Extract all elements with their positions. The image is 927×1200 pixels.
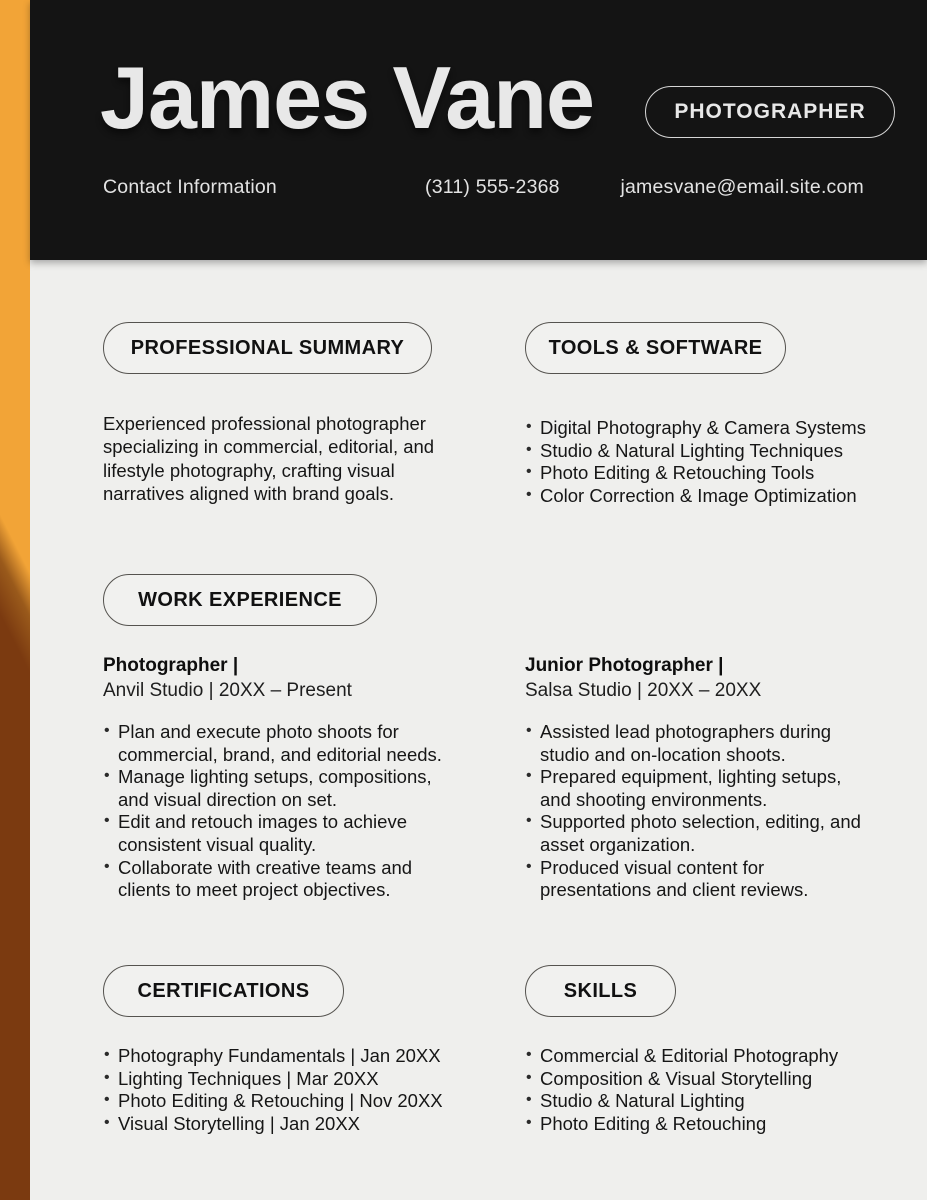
list-item: • Commercial & Editorial Photography: [525, 1045, 895, 1068]
job-heading-photographer: [103, 654, 352, 703]
professional-summary-text: Experienced professional photographer specializing in commercial, editorial, and lifestyle photography, crafting visual narratives aligned with brand goals.: [103, 413, 435, 504]
list-item: • Studio & Natural Lighting: [525, 1090, 895, 1113]
section-title-skills: [525, 965, 676, 1017]
job-heading-junior-photographer: [525, 654, 761, 703]
section-title-label: SKILLS: [563, 979, 638, 1002]
accent-stripe: [0, 0, 30, 1200]
section-title-label: WORK EXPERIENCE: [138, 588, 342, 611]
list-item: • Lighting Techniques | Mar 20XX: [103, 1068, 473, 1091]
email-address: jamesvane@email.site.com: [620, 176, 864, 198]
list-item: • Composition & Visual Storytelling: [525, 1068, 895, 1091]
list-item: • Supported photo selection, editing, and asset organization.: [525, 811, 877, 856]
list-item: • Digital Photography & Camera Systems: [525, 417, 885, 440]
section-title-certifications: [103, 965, 344, 1017]
junior-photographer-duties-list: [525, 721, 877, 902]
contact-info-label: Contact Information: [103, 176, 277, 198]
job-role: Junior Photographer |: [525, 655, 724, 676]
list-item: • Manage lighting setups, compositions, and visual direction on set.: [103, 766, 451, 811]
job-meta: Anvil Studio | 20XX – Present: [103, 679, 352, 701]
list-item: • Color Correction & Image Optimization: [525, 485, 885, 508]
list-item: • Collaborate with creative teams and clients to meet project objectives.: [103, 857, 451, 902]
list-item: • Photo Editing & Retouching Tools: [525, 462, 885, 485]
list-item: • Studio & Natural Lighting Techniques: [525, 440, 885, 463]
phone-number: (311) 555-2368: [425, 176, 560, 198]
list-item: • Photo Editing & Retouching: [525, 1113, 895, 1136]
list-item: • Plan and execute photo shoots for commercial, brand, and editorial needs.: [103, 721, 451, 766]
list-item: • Prepared equipment, lighting setups, and shooting environments.: [525, 766, 877, 811]
skills-list: [525, 1045, 895, 1135]
list-item: • Photo Editing & Retouching | Nov 20XX: [103, 1090, 473, 1113]
section-title-work-experience: [103, 574, 377, 626]
job-role: Photographer |: [103, 655, 239, 676]
list-item: • Visual Storytelling | Jan 20XX: [103, 1113, 473, 1136]
job-meta: Salsa Studio | 20XX – 20XX: [525, 679, 762, 701]
section-title-label: CERTIFICATIONS: [137, 979, 310, 1002]
header: [30, 0, 927, 260]
list-item: • Photography Fundamentals | Jan 20XX: [103, 1045, 473, 1068]
section-title-tools-software: [525, 322, 786, 374]
candidate-name: James Vane: [100, 48, 594, 147]
role-badge-label: PHOTOGRAPHER: [674, 100, 866, 123]
photographer-duties-list: [103, 721, 451, 902]
section-title-professional-summary: [103, 322, 432, 374]
list-item: • Produced visual content for presentations and client reviews.: [525, 857, 877, 902]
section-title-label: TOOLS & SOFTWARE: [548, 336, 763, 359]
section-title-label: PROFESSIONAL SUMMARY: [130, 336, 405, 359]
tools-software-list: [525, 417, 885, 507]
list-item: • Assisted lead photographers during studio and on-location shoots.: [525, 721, 877, 766]
list-item: • Edit and retouch images to achieve consistent visual quality.: [103, 811, 451, 856]
certifications-list: [103, 1045, 473, 1135]
role-badge: [645, 86, 895, 138]
